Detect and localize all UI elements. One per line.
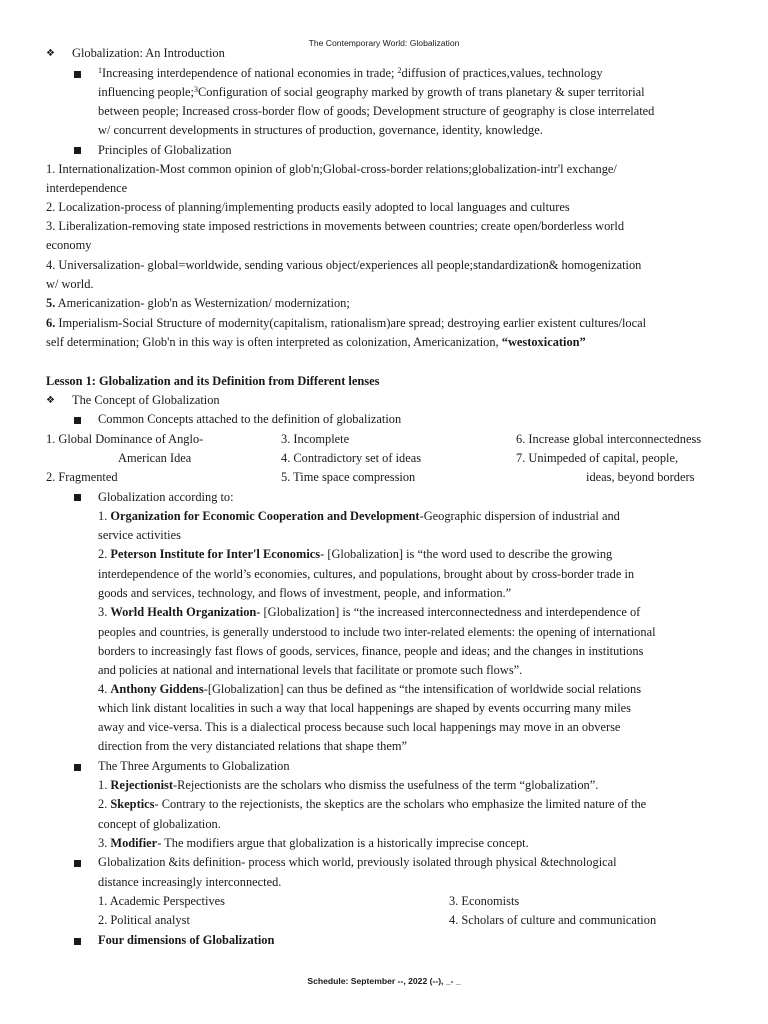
concept-2: 2. Fragmented	[46, 470, 118, 484]
principles-heading: Principles of Globalization	[98, 143, 232, 157]
globalization-definition-line2: distance increasingly interconnected.	[98, 875, 282, 889]
principle-6-line2: self determination; Glob'n in this way is often interpreted as colonization, Americanization, “westoxication”	[46, 335, 586, 349]
principle-3-line2: economy	[46, 238, 92, 252]
page-footer: Schedule: September --, 2022 (--), _- _	[307, 976, 461, 986]
arguments-heading: The Three Arguments to Globalization	[98, 759, 290, 773]
square-bullet-icon	[74, 764, 81, 771]
argument-rejectionist: 1. Rejectionist-Rejectionists are the scholars who dismiss the usefulness of the term “globalization”.	[98, 778, 599, 792]
intro-definition-line2: influencing people;$^3$Configuration of social geography marked by growth of trans planetary & super territorial	[98, 85, 645, 99]
definition-who-line4: and policies at national and international levels that facilitate or promote such flows”.	[98, 663, 523, 677]
square-bullet-icon	[74, 417, 81, 424]
concept-5: 5. Time space compression	[281, 470, 416, 484]
argument-skeptics: 2. Skeptics- Contrary to the rejectionists, the skeptics are the scholars who emphasize the limited nature of the	[98, 797, 647, 811]
globalization-definition-line1: Globalization &its definition- process which world, previously isolated through physical &technological	[98, 855, 617, 869]
principle-1-line2: interdependence	[46, 181, 128, 195]
concept-heading: The Concept of Globalization	[72, 393, 220, 407]
diamond-bullet-icon: ❖	[46, 395, 55, 406]
definition-giddens-line2: which link distant localities in such a way that local happenings are shaped by events occurring many miles	[98, 701, 631, 715]
definition-who-line3: borders to increasingly fast flows of goods, services, finance, people and ideas; and the changes in institutions	[98, 644, 644, 658]
definition-who: 3. World Health Organization- [Globalization] is “the increased interconnectedness and interdependence of	[98, 605, 641, 619]
principle-6-line1: 6. Imperialism-Social Structure of modernity(capitalism, rationalism)are spread; destroying earlier existent cultures/local	[46, 316, 647, 330]
square-bullet-icon	[74, 147, 81, 154]
concept-6: 6. Increase global interconnectedness	[516, 432, 702, 446]
square-bullet-icon	[74, 494, 81, 501]
definition-piie: 2. Peterson Institute for Inter'l Economics- [Globalization] is “the word used to describe the growing	[98, 547, 613, 561]
concept-7-line2: ideas, beyond borders	[586, 470, 695, 484]
definition-oecd-line2: service activities	[98, 528, 181, 542]
principle-2: 2. Localization-process of planning/implementing products easily adopted to local languages and cultures	[46, 200, 570, 214]
intro-definition-line1: $^1$Increasing interdependence of national economies in trade; $^2$diffusion of practices,values, technology	[98, 66, 603, 80]
concept-1-line1: 1. Global Dominance of Anglo-	[46, 432, 204, 446]
concept-7-line1: 7. Unimpeded of capital, people,	[516, 451, 679, 465]
intro-definition-line4: w/ concurrent developments in structures of production, governance, identity, knowledge.	[98, 123, 543, 137]
definition-piie-line2: interdependence of the world’s economies, cultures, and populations, brought about by cross-border trade in	[98, 567, 635, 581]
principle-1-line1: 1. Internationalization-Most common opinion of glob'n;Global-cross-border relations;globalization-intr'l exchange/	[46, 162, 617, 176]
principle-4-line2: w/ world.	[46, 277, 94, 291]
perspective-3: 3. Economists	[449, 894, 520, 908]
definition-who-line2: peoples and countries, is generally understood to include two inter-related elements: the opening of international	[98, 625, 656, 639]
lesson-title: Lesson 1: Globalization and its Definition from Different lenses	[46, 374, 380, 388]
definition-giddens-line4: direction from the very distanciated relations that shape them”	[98, 739, 407, 753]
square-bullet-icon	[74, 938, 81, 945]
definition-oecd: 1. Organization for Economic Cooperation and Development-Geographic dispersion of industrial and	[98, 509, 620, 523]
definition-giddens-line3: away and vice-versa. This is a dialectical process because such local happenings may move in an obverse	[98, 720, 621, 734]
page-header: The Contemporary World: Globalization	[308, 38, 460, 48]
four-dimensions-heading: Four dimensions of Globalization	[98, 933, 275, 947]
common-concepts-heading: Common Concepts attached to the definition of globalization	[98, 412, 402, 426]
argument-skeptics-line2: concept of globalization.	[98, 817, 221, 831]
perspective-1: 1. Academic Perspectives	[98, 894, 225, 908]
intro-definition-line3: between people; Increased cross-border flow of goods; Development structure of geography is close interrelated	[98, 104, 655, 118]
concept-4: 4. Contradictory set of ideas	[281, 451, 422, 465]
according-heading: Globalization according to:	[98, 490, 234, 504]
perspective-2: 2. Political analyst	[98, 913, 190, 927]
square-bullet-icon	[74, 71, 81, 78]
principle-5: 5. Americanization- glob'n as Westernization/ modernization;	[46, 296, 350, 310]
concept-3: 3. Incomplete	[281, 432, 350, 446]
definition-piie-line3: goods and services, technology, and flows of investment, people, and information.”	[98, 586, 512, 600]
argument-modifier: 3. Modifier- The modifiers argue that globalization is a historically imprecise concept.	[98, 836, 529, 850]
perspective-4: 4. Scholars of culture and communication	[449, 913, 657, 927]
intro-heading: Globalization: An Introduction	[72, 46, 225, 60]
concept-1-line2: American Idea	[118, 451, 192, 465]
principle-3-line1: 3. Liberalization-removing state imposed restrictions in movements between countries; create open/borderless world	[46, 219, 625, 233]
definition-giddens: 4. Anthony Giddens-[Globalization] can thus be defined as “the intensification of worldwide social relations	[98, 682, 642, 696]
principle-4-line1: 4. Universalization- global=worldwide, sending various object/experiences all people;standardization& homogenization	[46, 258, 642, 272]
square-bullet-icon	[74, 860, 81, 867]
diamond-bullet-icon: ❖	[46, 48, 55, 59]
